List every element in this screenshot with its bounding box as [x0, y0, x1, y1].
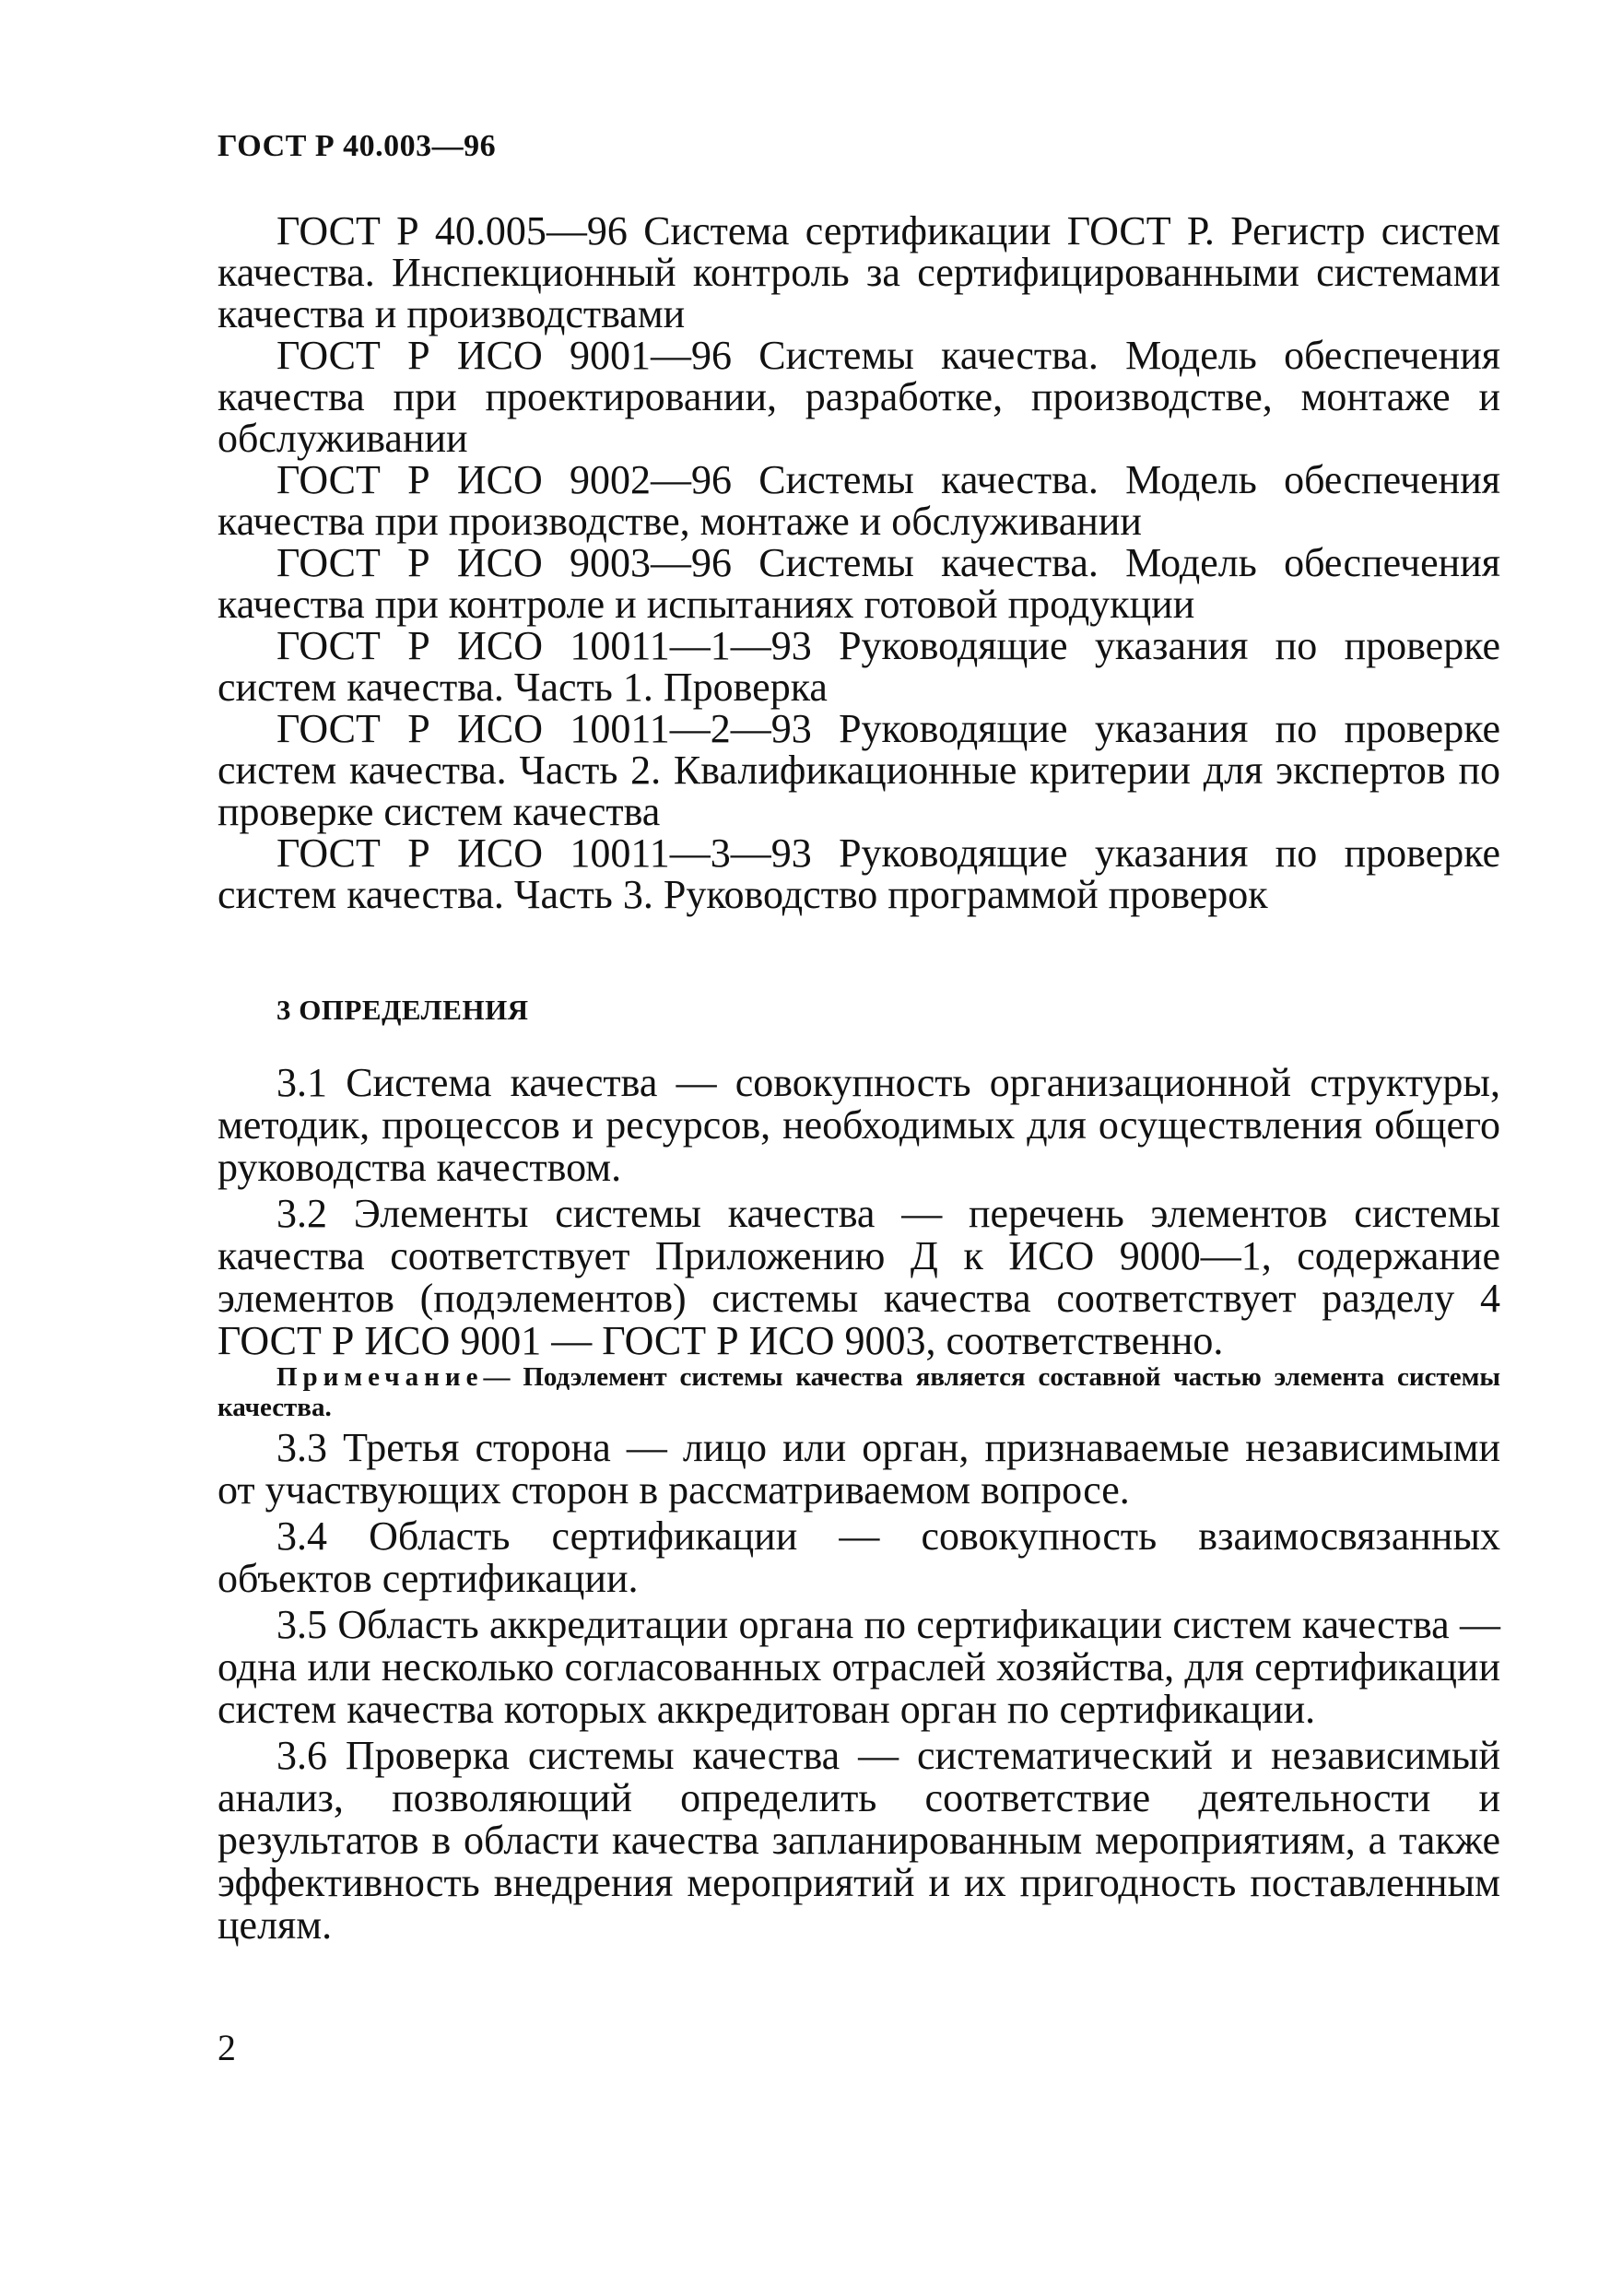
definition-3-6: 3.6 Проверка системы качества — систематический и независимый анализ, позволяющий определить соответствие деятельности и результатов в области качества запланированным мероприятиям, а также эффективность внедрения мероприятий и их пригодность поставленным целям. [217, 1733, 1500, 1948]
reference-item: ГОСТ Р ИСО 9001—96 Системы качества. Модель обеспечения качества при проектировании, разработке, производстве, монтаже и обслуживании [217, 333, 1500, 461]
definition-3-5: 3.5 Область аккредитации органа по сертификации систем качества — одна или несколько согласованных отраслей хозяйства, для сертификации систем качества которых аккредитован орган по сертификации. [217, 1602, 1500, 1732]
note-text: — Подэлемент системы качества является составной частью элемента системы качества. [217, 1362, 1500, 1422]
section-title: 3 ОПРЕДЕЛЕНИЯ [276, 994, 529, 1026]
reference-item: ГОСТ Р ИСО 10011—2—93 Руководящие указания по проверке систем качества. Часть 2. Квалификационные критерии для экспертов по проверке систем качества [217, 706, 1500, 834]
reference-item: ГОСТ Р ИСО 10011—1—93 Руководящие указания по проверке систем качества. Часть 1. Проверка [217, 623, 1500, 710]
references-list [217, 210, 1500, 915]
note [217, 1362, 1500, 1423]
reference-item: ГОСТ Р ИСО 9003—96 Системы качества. Модель обеспечения качества при контроле и испытаниях готовой продукции [217, 540, 1500, 627]
document-header: ГОСТ Р 40.003—96 [217, 129, 497, 163]
definition-3-3: 3.3 Третья сторона — лицо или орган, признаваемые независимыми от участвующих сторон в рассматриваемом вопросе. [217, 1425, 1500, 1513]
definition-3-1: 3.1 Система качества — совокупность организационной структуры, методик, процессов и ресурсов, необходимых для осуществления общего руководства качеством. [217, 1060, 1500, 1190]
note-label: Примечание [276, 1362, 484, 1392]
reference-item: ГОСТ Р ИСО 9002—96 Системы качества. Модель обеспечения качества при производстве, монтаже и обслуживании [217, 457, 1500, 544]
reference-item: ГОСТ Р ИСО 10011—3—93 Руководящие указания по проверке систем качества. Часть 3. Руководство программой проверок [217, 830, 1500, 917]
definitions-section [217, 1062, 1500, 1947]
definition-3-4: 3.4 Область сертификации — совокупность взаимосвязанных объектов сертификации. [217, 1513, 1500, 1601]
reference-item: ГОСТ Р 40.005—96 Система сертификации ГОСТ Р. Регистр систем качества. Инспекционный контроль за сертифицированными системами качества и производствами [217, 208, 1500, 336]
definition-3-2: 3.2 Элементы системы качества — перечень элементов системы качества соответствует Приложению Д к ИСО 9000—1, содержание элементов (подэлементов) системы качества соответствует разделу 4 ГОСТ Р ИСО 9001 — ГОСТ Р ИСО 9003, соответственно. [217, 1191, 1500, 1363]
page-number: 2 [217, 2027, 236, 2068]
